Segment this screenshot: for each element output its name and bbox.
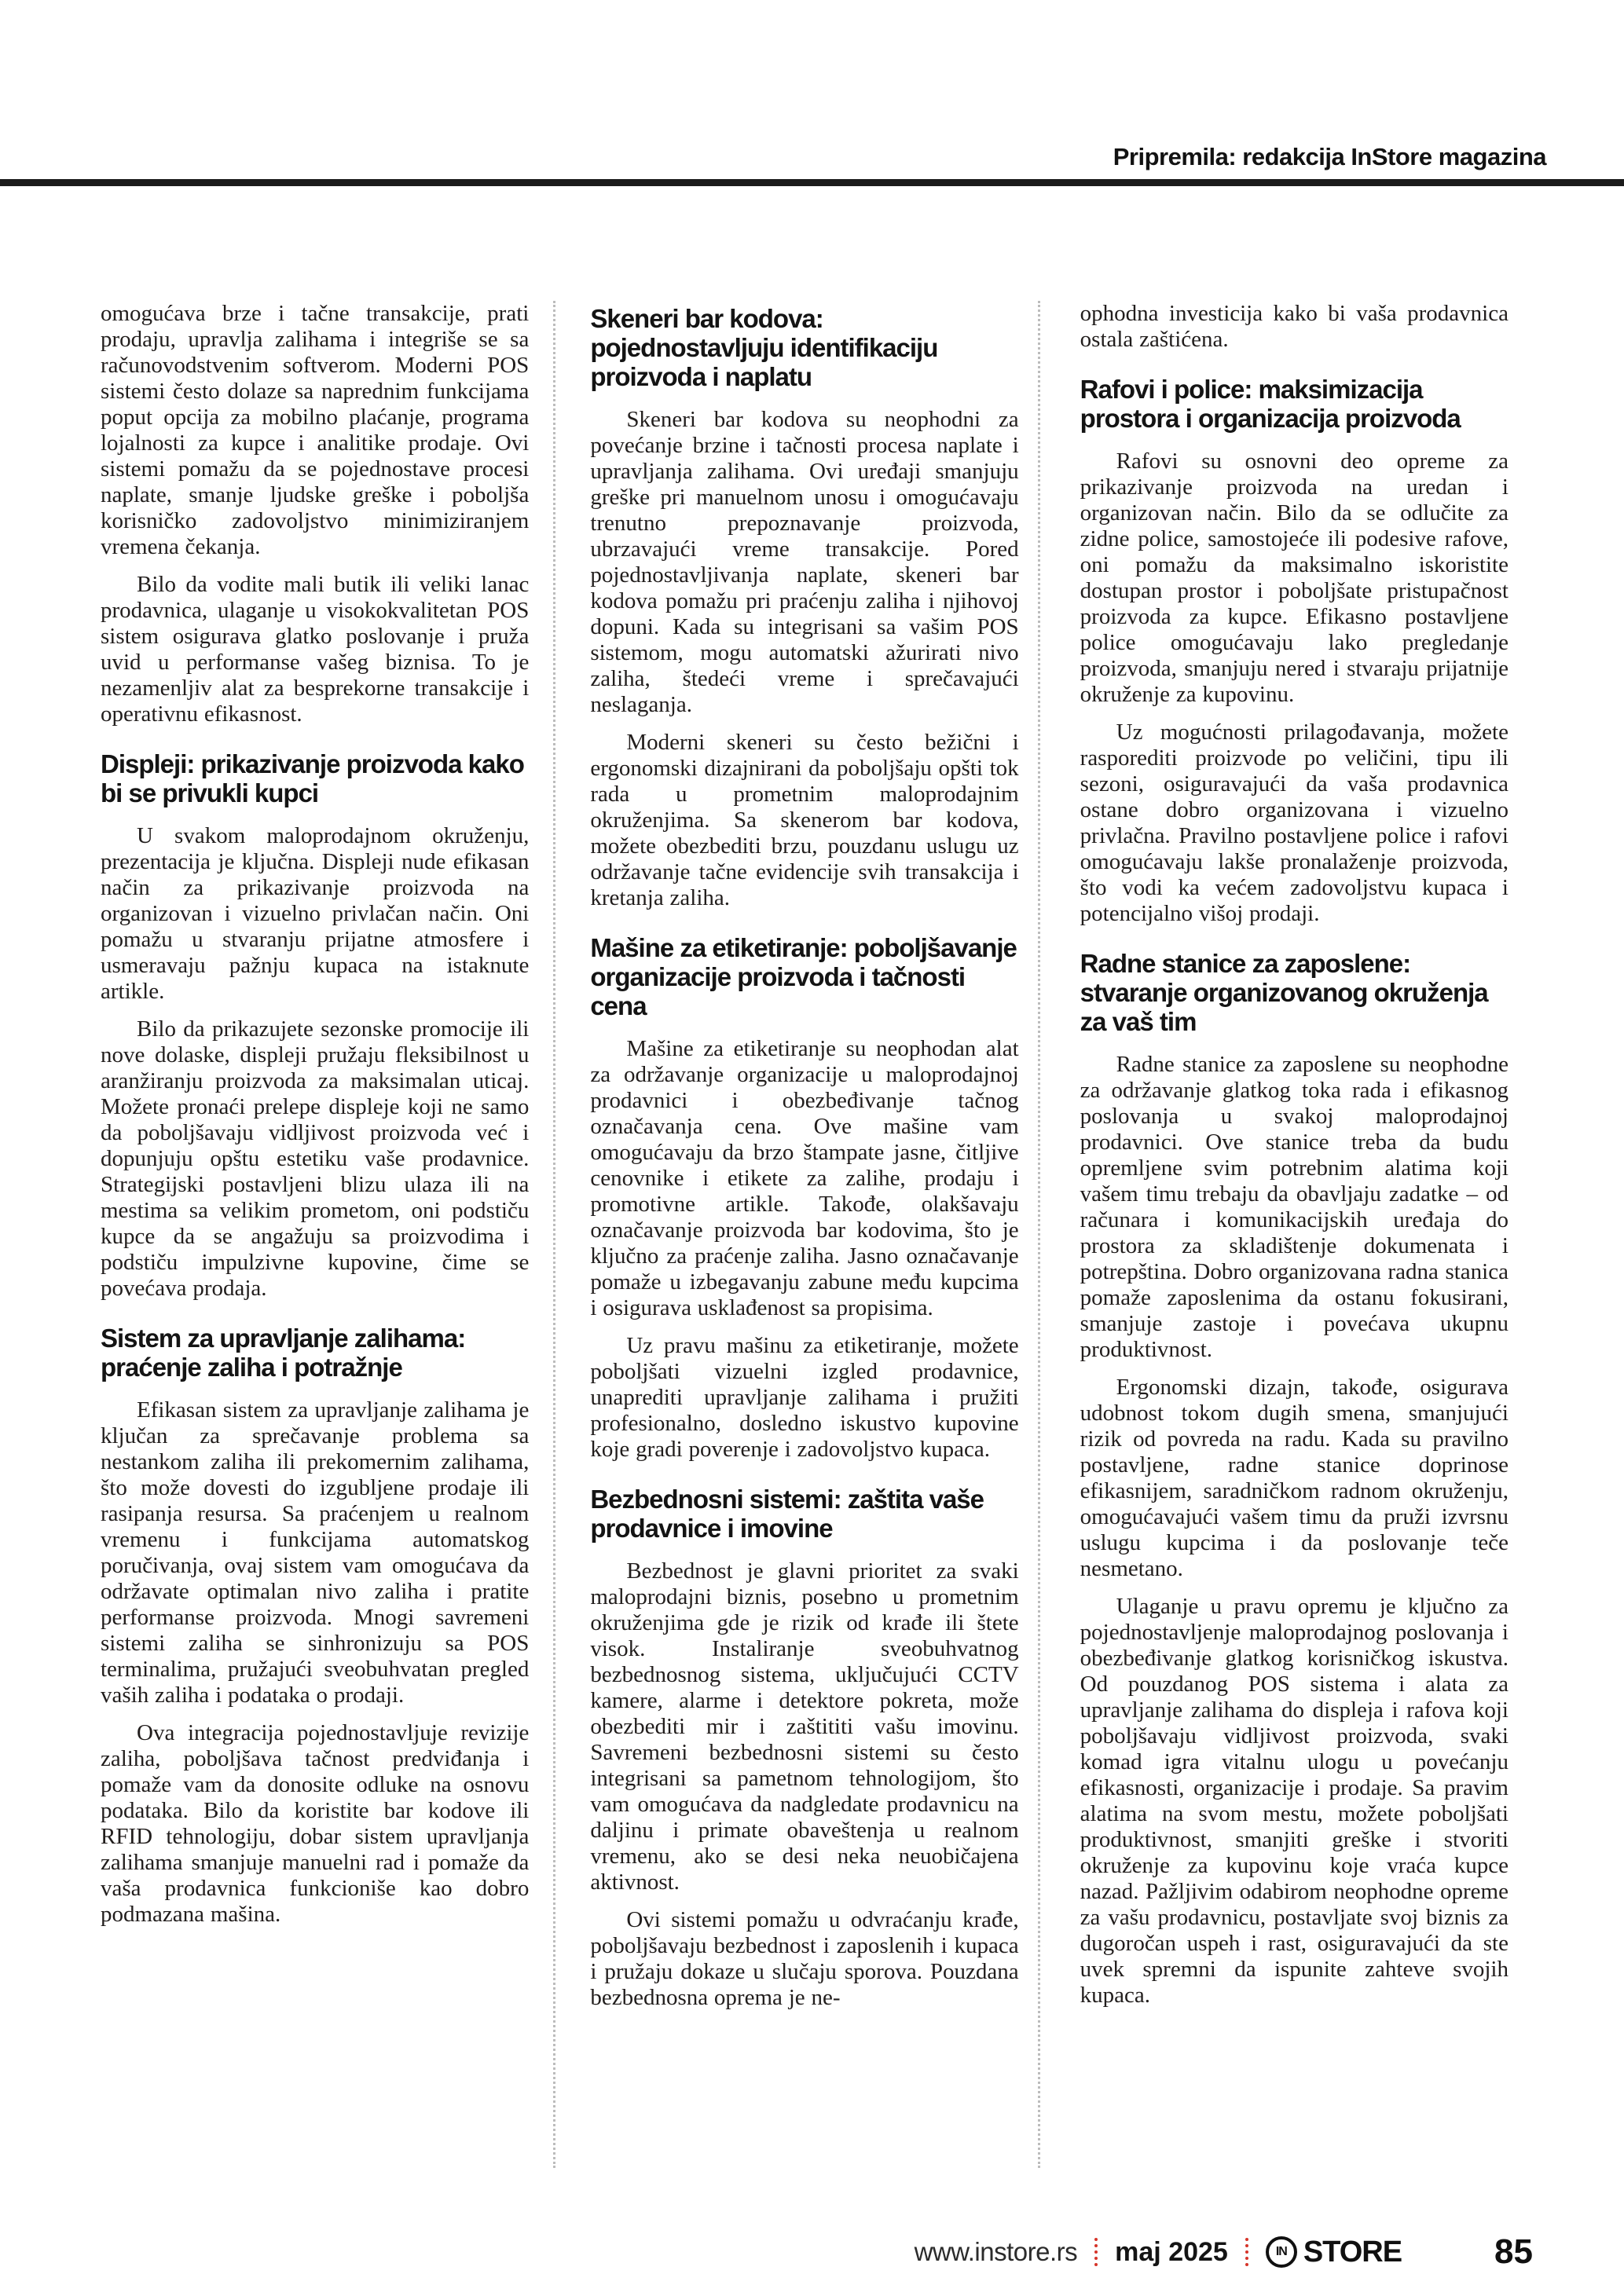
red-dotted-separator-icon bbox=[1094, 2238, 1098, 2266]
page-footer bbox=[915, 2232, 1533, 2272]
page-number: 85 bbox=[1494, 2232, 1533, 2271]
article-paragraph: Moderni skeneri su često bežični i ergonomski dizajnirani da poboljšaju opšti tok rada u prometnim maloprodajnim okruženjima. Sa skenerom bar kodova, možete obezbediti brzu, pouzdanu uslugu uz održavanje tačne evidencije svih transakcija i kretanja zaliha. bbox=[590, 730, 1019, 910]
article-paragraph: Ovi sistemi pomažu u odvraćanju krađe, poboljšavaju bezbednost i zaposlenih i kupaca i pružaju dokaze u slučaju sporova. Pouzdana bezbednosna oprema je ne- bbox=[590, 1907, 1019, 2010]
store-wordmark: STORE bbox=[1303, 2235, 1402, 2269]
article-paragraph: Mašine za etiketiranje su neophodan alat za održavanje organizacije u maloprodajnoj prodavnici i obezbeđivanje tačnog označavanja cena. Ove mašine vam omogućavaju da brzo štampate jasne, čitljive cenovnike i etikete za zalihe, prodaju i promotivne artikle. Takođe, olakšavaju označavanje proizvoda bar kodovima, što je ključno za praćenje zaliha. Jasno označavanje pomaže u izbegavanju zabune među kupcima i osigurava usklađenost sa propisima. bbox=[590, 1036, 1019, 1320]
article-paragraph: Ulaganje u pravu opremu je ključno za pojednostavljenje maloprodajnog poslovanja i obezbeđivanje glatkog korisničkog iskustva. Od pouzdanog POS sistema i alata za upravljanje zalihama do displeja i rafova koji poboljšavaju vidljivost proizvoda, svaki komad igra vitalnu ulogu u povećanju efikasnosti, organizacije i prodaje. Sa pravim alatima na svom mestu, možete poboljšati produktivnost, smanjiti greške i stvoriti okruženje za kupovinu koje vraća kupce nazad. Pažljivim odabirom neophodne opreme za vašu prodavnicu, postavljate svoj biznis za dugoročan uspeh i rast, osiguravajući da ste uvek spremni da ispunite zahteve svojih kupaca. bbox=[1080, 1594, 1509, 2008]
article-paragraph: Radne stanice za zaposlene su neophodne za održavanje glatkog toka rada i efikasnog poslovanja u svakoj maloprodajnoj prodavnici. Ove stanice treba da budu opremljene svim potrebnim alatima koji vašem timu trebaju da obavljaju zadatke – od računara i komunikacijskih uređaja do prostora za skladištenje dokumenata i potrepština. Dobro organizovana radna stanica pomaže zaposlenima da ostanu fokusirani, smanjuje zastoje i povećava ukupnu produktivnost. bbox=[1080, 1052, 1509, 1362]
header-rule bbox=[0, 179, 1624, 186]
article-paragraph: U svakom maloprodajnom okruženju, prezentacija je ključna. Displeji nude efikasan način za prikazivanje proizvoda na organizovan i vizuelno privlačan način. Oni pomažu u stvaranju prijatne atmosfere i usmeravaju pažnju kupaca na istaknute artikle. bbox=[101, 823, 530, 1004]
article-columns bbox=[101, 301, 1509, 2023]
column-left bbox=[101, 301, 529, 1939]
article-paragraph: Bilo da vodite mali butik ili veliki lanac prodavnica, ulaganje u visokokvalitetan POS sistem osigurava glatko poslovanje i pruža uvid u performanse vašeg biznisa. To je nezamenljiv alat za besprekorne transakcije i operativnu efikasnost. bbox=[101, 572, 530, 727]
instore-circle-icon: IN bbox=[1266, 2236, 1297, 2268]
article-paragraph: Rafovi su osnovni deo opreme za prikazivanje proizvoda na uredan i organizovan način. Bilo da se odlučite za zidne police, samostojeće ili podesive rafove, oni pomažu da maksimalno iskoristite dostupan prostor i poboljšate pristupačnost proizvoda za kupce. Efikasno postavljene police omogućavaju lako pregledanje proizvoda, smanjuju nered i stvaraju prijatnije okruženje za kupovinu. bbox=[1080, 449, 1509, 707]
column-middle bbox=[590, 301, 1018, 2023]
column-right bbox=[1080, 301, 1509, 2020]
article-paragraph: omogućava brze i tačne transakcije, prati prodaju, upravlja zalihama i integriše se sa računovodstvenim softverom. Moderni POS sistemi često dolaze sa naprednim funkcijama poput opcija za mobilno plaćanje, programa lojalnosti za kupce i analitike prodaje. Ovi sistemi pomažu da se pojednostave procesi naplate, smanje ljudske greške i poboljša korisničko zadovoljstvo minimiziranjem vremena čekanja. bbox=[101, 301, 530, 559]
section-heading: Rafovi i police: maksimizacija prostora i organizacija proizvoda bbox=[1080, 375, 1461, 433]
section-heading: Radne stanice za zaposlene: stvaranje organizovanog okruženja za vaš tim bbox=[1080, 949, 1488, 1036]
credit-line: Pripremila: redakcija InStore magazina bbox=[1113, 143, 1546, 170]
article-paragraph: Bilo da prikazujete sezonske promocije ili nove dolaske, displeji pružaju fleksibilnost u aranžiranju proizvoda za maksimalan uticaj. Možete pronaći prelepe displeje koji ne samo da poboljšavaju vidljivost proizvoda već i dopunjuju opštu estetiku vaše prodavnice. Strategijski postavljeni blizu ulaza ili na mestima sa velikim prometom, oni podstiču kupce da se angažuju sa proizvodima i podstiču impulzivne kupovine, čime se povećava prodaja. bbox=[101, 1016, 530, 1301]
section-heading: Mašine za etiketiranje: poboljšavanje organizacije proizvoda i tačnosti cena bbox=[590, 933, 1017, 1020]
section-heading: Bezbednosni sistemi: zaštita vaše prodavnice i imovine bbox=[590, 1485, 984, 1543]
article-paragraph: Ova integracija pojednostavljuje revizije zaliha, poboljšava tačnost predviđanja i pomaže vam da donosite odluke na osnovu podataka. Bilo da koristite bar kodove ili RFID tehnologiju, dobar sistem upravljanja zalihama smanjuje manuelni rad i pomaže da vaša prodavnica funkcioniše kao dobro podmazana mašina. bbox=[101, 1720, 530, 1927]
website-text: www.instore.rs bbox=[914, 2237, 1078, 2266]
article-paragraph: Efikasan sistem za upravljanje zalihama je ključan za sprečavanje problema sa nestankom zaliha ili prekomernim zalihama, što može dovesti do izgubljene prodaje ili rasipanja resursa. Sa praćenjem u realnom vremenu i funkcijama automatskog poručivanja, ovaj sistem vam omogućava da održavate optimalan nivo zaliha i pratite performanse proizvoda. Mnogi savremeni sistemi zaliha se sinhronizuju sa POS terminalima, pružajući sveobuhvatan pregled vaših zaliha i podataka o prodaji. bbox=[101, 1397, 530, 1708]
section-heading: Displeji: prikazivanje proizvoda kako bi se privukli kupci bbox=[101, 749, 524, 807]
article-paragraph: Skeneri bar kodova su neophodni za povećanje brzine i tačnosti procesa naplate i upravljanja zalihama. Ovi uređaji smanjuju greške pri manuelnom unosu i omogućavaju trenutno prepoznavanje proizvoda, ubrzavajući vreme transakcije. Pored pojednostavljivanja naplate, skeneri bar kodova pomažu pri praćenju zaliha i njihovoj dopuni. Kada su integrisani sa vašim POS sistemom, mogu automatski ažurirati nivo zaliha, štedeći vreme i sprečavajući neslaganja. bbox=[590, 407, 1019, 717]
instore-logo bbox=[1266, 2236, 1402, 2269]
section-heading: Sistem za upravljanje zalihama: praćenje zaliha i potražnje bbox=[101, 1324, 466, 1382]
article-paragraph: Ergonomski dizajn, takođe, osigurava udobnost tokom dugih smena, smanjujući rizik od povreda na radu. Kada su pravilno postavljene, radne stanice doprinose efikasnijem, saradničkom radnom okruženju, omogućavajući vašem timu da pruži izvrsnu uslugu kupcima i da poslovanje teče nesmetano. bbox=[1080, 1375, 1509, 1581]
article-paragraph: Bezbednost je glavni prioritet za svaki maloprodajni biznis, posebno u prometnim okruženjima gde je rizik od krađe ili štete visok. Instaliranje sveobuhvatnog bezbednosnog sistema, uključujući CCTV kamere, alarme i detektore pokreta, može obezbediti mir i zaštititi vašu imovinu. Savremeni bezbednosni sistemi su često integrisani sa pametnom tehnologijom, što vam omogućava da nadgledate prodavnicu na daljinu i primate obaveštenja u realnom vremenu, ako se desi neka neuobičajena aktivnost. bbox=[590, 1558, 1019, 1895]
section-heading: Skeneri bar kodova: pojednostavljuju identifikaciju proizvoda i naplatu bbox=[590, 304, 938, 391]
issue-date: maj 2025 bbox=[1115, 2236, 1228, 2267]
article-paragraph: ophodna investicija kako bi vaša prodavnica ostala zaštićena. bbox=[1080, 301, 1509, 352]
article-paragraph: Uz mogućnosti prilagođavanja, možete rasporediti proizvode po veličini, tipu ili sezoni, osiguravajući da vaša prodavnica ostane dobro organizovana i vizuelno privlačna. Pravilno postavljene police i rafovi omogućavaju lakše pronalaženje proizvoda, što vodi ka većem zadovoljstvu kupaca i potencijalno višoj prodaji. bbox=[1080, 720, 1509, 926]
article-paragraph: Uz pravu mašinu za etiketiranje, možete poboljšati vizuelni izgled prodavnice, unaprediti upravljanje zalihama i pružiti profesionalno, dosledno iskustvo kupovine koje gradi poverenje i zadovoljstvo kupaca. bbox=[590, 1333, 1019, 1462]
red-dotted-separator-icon bbox=[1245, 2238, 1248, 2266]
